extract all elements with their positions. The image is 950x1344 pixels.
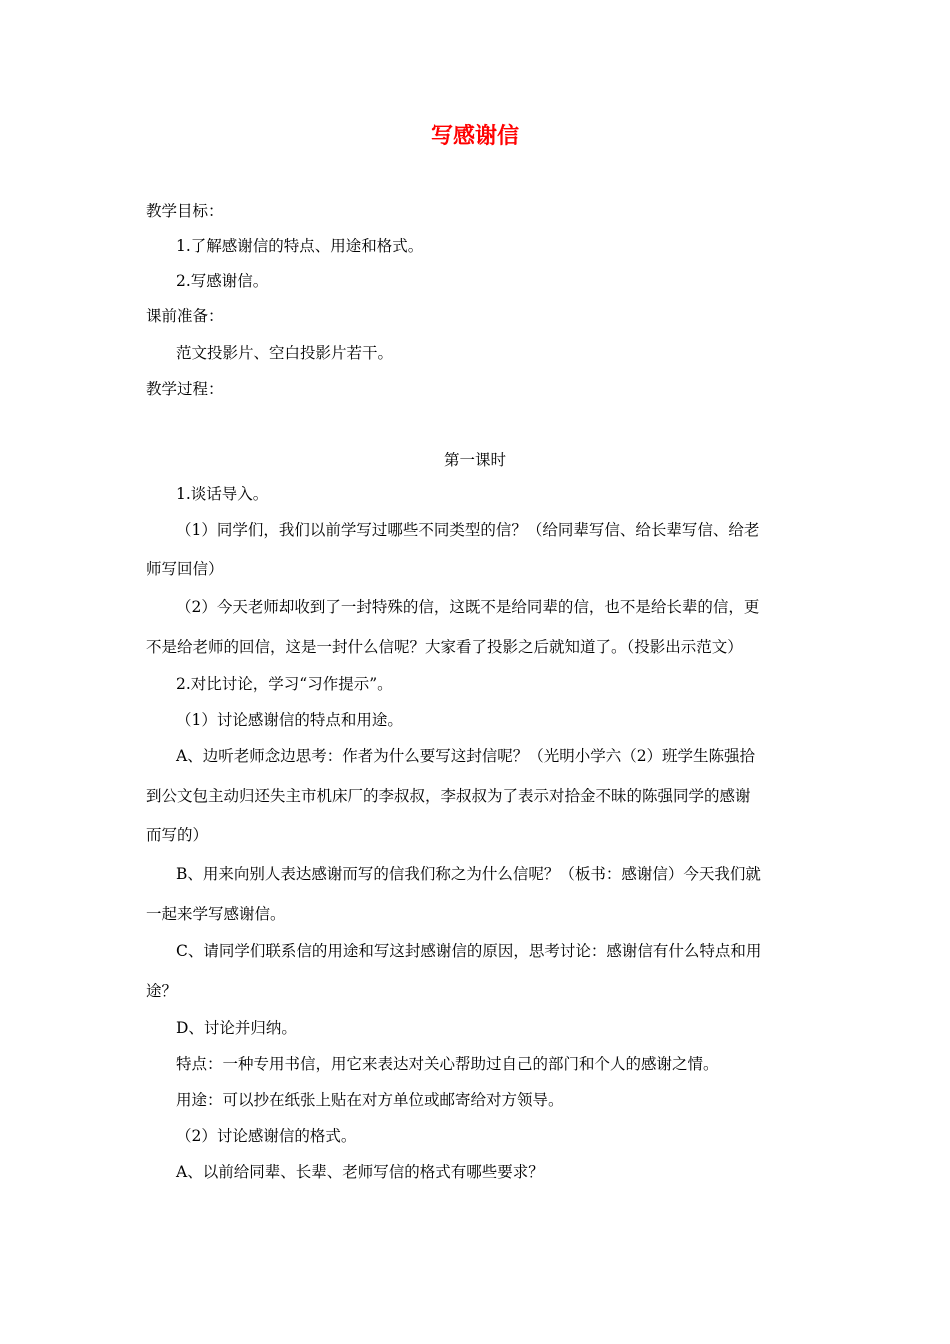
paragraph-line: 到公文包主动归还失主市机床厂的李叔叔，李叔叔为了表示对拾金不昧的陈强同学的感谢	[146, 787, 751, 805]
paragraph-line: 师写回信）	[146, 560, 224, 578]
paragraph-line: B、用来向别人表达感谢而写的信我们称之为什么信呢？（板书：感谢信）今天我们就	[176, 865, 761, 883]
paragraph-line: D、讨论并归纳。	[176, 1019, 297, 1037]
preparation-text: 范文投影片、空白投影片若干。	[176, 344, 394, 362]
paragraph-line: 1.谈话导入。	[176, 485, 269, 503]
paragraph-line: （2）今天老师却收到了一封特殊的信，这既不是给同辈的信，也不是给长辈的信，更	[176, 598, 760, 616]
goal-item-1: 1.了解感谢信的特点、用途和格式。	[176, 237, 424, 255]
paragraph-line: （2）讨论感谢信的格式。	[176, 1127, 357, 1145]
paragraph-line: 而写的）	[146, 826, 209, 844]
heading-teaching-goals: 教学目标：	[146, 202, 224, 220]
paragraph-line: A、以前给同辈、长辈、老师写信的格式有哪些要求？	[176, 1163, 544, 1181]
heading-preparation: 课前准备：	[146, 307, 224, 325]
paragraph-line: （1）讨论感谢信的特点和用途。	[176, 711, 403, 729]
paragraph-line: 不是给老师的回信，这是一封什么信呢？大家看了投影之后就知道了。（投影出示范文）	[146, 638, 743, 656]
paragraph-line: （1）同学们，我们以前学写过哪些不同类型的信？（给同辈写信、给长辈写信、给老	[176, 521, 760, 539]
paragraph-line: 用途：可以抄在纸张上贴在对方单位或邮寄给对方领导。	[176, 1091, 564, 1109]
section-first-lesson: 第一课时	[443, 451, 506, 469]
paragraph-line: C、请同学们联系信的用途和写这封感谢信的原因，思考讨论：感谢信有什么特点和用	[176, 942, 762, 960]
goal-item-2: 2.写感谢信。	[176, 272, 269, 290]
paragraph-line: 特点：一种专用书信，用它来表达对关心帮助过自己的部门和个人的感谢之情。	[176, 1055, 719, 1073]
paragraph-line: A、边听老师念边思考：作者为什么要写这封信呢？（光明小学六（2）班学生陈强拾	[176, 747, 756, 765]
paragraph-line: 一起来学写感谢信。	[146, 905, 286, 923]
paragraph-line: 途？	[146, 982, 178, 1000]
document-title: 写感谢信	[430, 124, 519, 149]
paragraph-line: 2.对比讨论，学习“习作提示”。	[176, 675, 393, 693]
heading-teaching-process: 教学过程：	[146, 380, 224, 398]
